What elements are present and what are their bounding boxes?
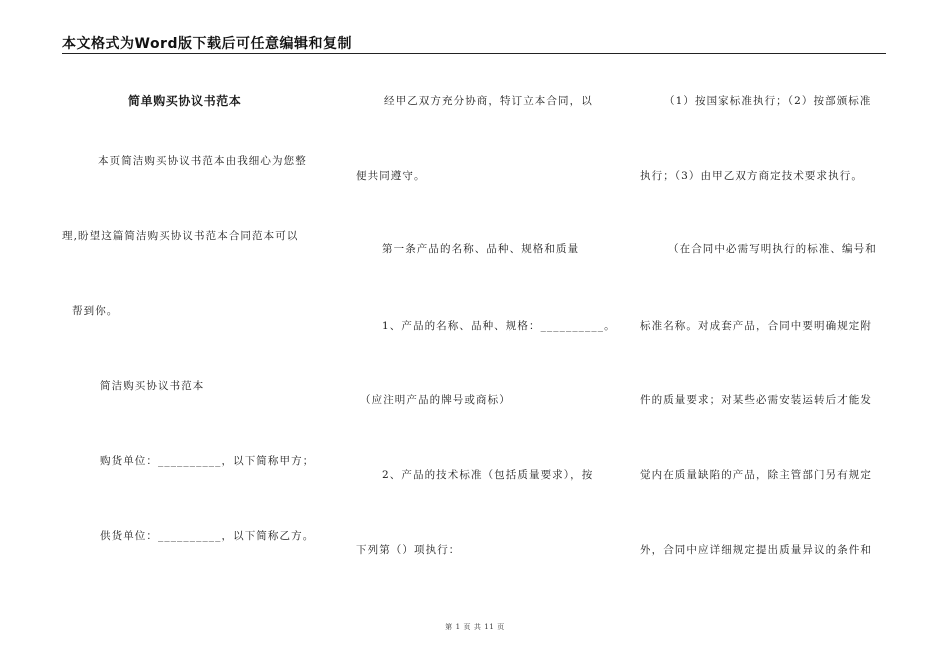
header-divider — [62, 53, 886, 54]
paragraph-line: （应注明产品的牌号或商标） — [360, 394, 511, 406]
paragraph-line: 下列第（）项执行： — [356, 544, 461, 556]
paragraph-line: 件的质量要求；对某些必需安装运转后才能发 — [640, 394, 872, 406]
paragraph-line: 便共同遵守。 — [356, 170, 426, 182]
paragraph-line: 2、产品的技术标准（包括质量要求），按 — [382, 469, 594, 481]
paragraph-line: 帮到你。 — [72, 305, 119, 317]
text-column-2 — [350, 60, 616, 620]
paragraph-line: 标准名称。对成套产品，合同中要明确规定附 — [640, 320, 872, 332]
paragraph-line: （1）按国家标准执行；（2）按部颁标准 — [664, 95, 872, 107]
paragraph-line: 理,盼望这篇简洁购买协议书范本合同范本可以 — [62, 230, 299, 242]
page-number: 第 1 页 共 11 页 — [445, 623, 505, 631]
header-banner: 本文格式为Word版下载后可任意编辑和复制 — [62, 36, 352, 52]
paragraph-line: 觉内在质量缺陷的产品，除主管部门另有规定 — [640, 469, 872, 481]
text-column-3 — [636, 60, 888, 620]
paragraph-line: 经甲乙双方充分协商，特订立本合同，以 — [384, 95, 593, 107]
document-title: 简单购买协议书范本 — [128, 94, 242, 108]
paragraph-line: 执行；（3）由甲乙双方商定技术要求执行。 — [640, 170, 863, 182]
paragraph-line: 外，合同中应详细规定提出质量异议的条件和 — [640, 544, 872, 556]
text-column-1 — [62, 60, 328, 620]
paragraph-line: 1、产品的名称、品种、规格：__________。 — [382, 320, 616, 332]
section-heading: 简洁购买协议书范本 — [100, 380, 205, 392]
supplier-line: 供货单位：__________，以下简称乙方。 — [100, 530, 315, 542]
paragraph-line: 本页简洁购买协议书范本由我细心为您整 — [98, 155, 307, 167]
article-heading: 第一条产品的名称、品种、规格和质量 — [382, 243, 580, 255]
buyer-line: 购货单位：__________，以下简称甲方； — [100, 455, 315, 467]
paragraph-line: （在合同中必需写明执行的标准、编号和 — [668, 243, 877, 255]
